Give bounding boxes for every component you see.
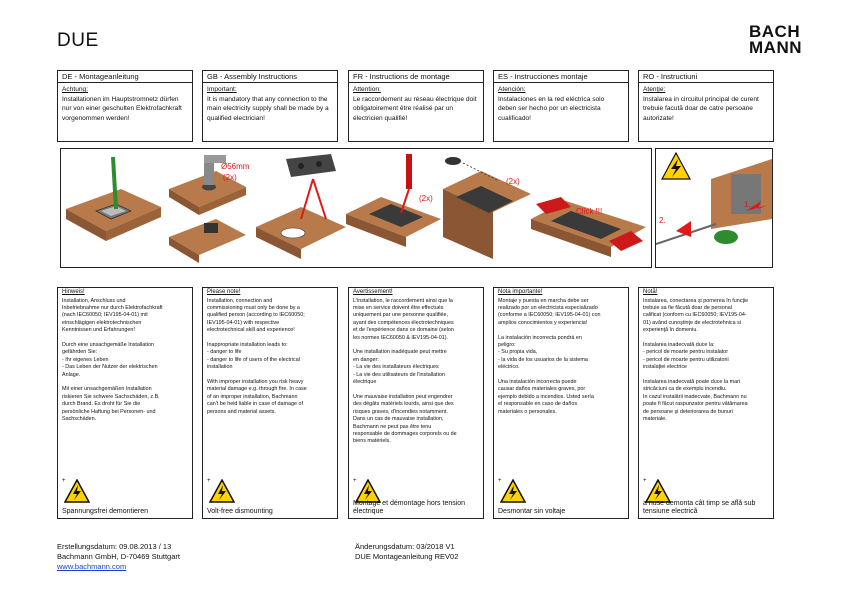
instruction-heading: FR - Instructions de montage	[349, 71, 483, 83]
instruction-heading: GB - Assembly Instructions	[203, 71, 337, 83]
note-caption: Volt-free dismounting	[207, 508, 273, 515]
instruction-box-fr	[348, 70, 484, 142]
note-text: Installation, Anschluss und Inbetriebnahme nur durch Elektrofachkraft (nach IEC60050; IEV195-04-01) mit einschlägigen elektrotechnischen Kenntnissen und Erfahrungen! Durch eine unsachgemäße Installation gefährden Sie: - Ihr eigenes Leben - Das Leben der Nutzer der elektrischen Anlage. Mit einer unsachgemäßen Installation riskieren Sie schwere Sachschäden, z.B. durch Brand. Es droht für Sie die persönliche Haftung bei Personen- und Sachschäden.	[62, 297, 163, 423]
note-caption: Montage et démontage hors tension électrique	[353, 500, 466, 515]
diameter-label: Ø56mm	[221, 162, 250, 171]
count-label-c: (2x)	[506, 177, 520, 186]
note-text: L'installation, le raccordement ainsi que la mise en service doivent être effectués uniquement par une personne qualifiée, ayant des compétences électrotechniques et de l'expérience dans ce domaine (selon les normes IEC60050 & IEV195-04-01). Une installation inadéquate peut mettre en danger: - La vie des installateurs électriques - La vie des utilisateurs de l'installation électrique Une mauvaise installation peut engendrer des dégâts matériels lourds, ainsi que des risques graves, d'incendies notamment. Dans un cas de mauvaise installation, Bachmann ne peut pas être tenu responsable de dommages corporels ou de biens matériels.	[353, 297, 457, 445]
note-caption: a nuse demonta cât timp se află sub tensiune electrică	[643, 500, 756, 515]
click-label: Click !!!	[576, 207, 603, 216]
note-caption: Desmontar sin voltaje	[498, 508, 566, 515]
instruction-label: Important:	[207, 86, 237, 93]
instruction-label: Attention:	[353, 86, 381, 93]
document-name: DUE Montageanleitung REV02	[355, 552, 459, 561]
instruction-text: Instalaciones en la red eléctrica solo deben ser hecho por un electricista cualificado!	[498, 95, 605, 122]
note-caption: Spannungsfrei demontieren	[62, 508, 149, 515]
high-voltage-warning-icon	[500, 479, 526, 503]
change-date: Änderungsdatum: 03/2018 V1	[355, 542, 455, 551]
step2-label: 2.	[659, 216, 666, 225]
note-text: Instalarea, conectarea şi pornerea în funcţie trebuie sa fie făcută doar de personal calificat (conform cu IEC60050; IEV195-04- 01) având cunoştinţe de electrotehnica si experienţă în domeniu. Instalarea inadecvată duce la: - pericol de moarte pentru instalator - pericol de moarte pentru utilizatorii instalaţiei electrice Instalarea inadecvată poate duce la mari stricăciuni ca de exemplu incendiu. In cazul instalării inadecvate, Bachmann nu poate fi făcut raspunzator pentru vătămarea de persoane şi deteriorarea de bunuri materiale.	[643, 297, 749, 423]
instruction-heading: RO - Instructiuni	[639, 71, 773, 83]
note-heading: Notă!	[643, 289, 658, 295]
step-click-illustration	[531, 197, 646, 257]
count-label-a: (2x)	[223, 173, 237, 182]
instruction-text: Instalarea in circuitul principal de curent trebuie facută doar de catre persoane autorizate!	[643, 95, 759, 122]
step-cutout-illustration	[256, 154, 346, 259]
note-column-ro: Notă! Instalarea, conectarea şi pornerea în funcţie trebuie sa fie făcută doar de personal calificat (conform cu IEC60050; IEV195-04- 01) având cunoştinţe de electrotehnica si experienţă în domeniu. Instalarea inadecvată duce la: - pericol de moarte pentru instalator - pericol de moarte pentru utilizatorii instalaţiei electrice Instalarea inadecvată poate duce la mari stricăciuni ca de exemplu incendiu. In cazul instalării inadecvate, Bachmann nu poate fi făcut raspunzator pentru vătămarea de persoane şi deteriorarea de bunuri materiale. + a nuse demonta cât timp se află sub tensiune electrică	[638, 287, 774, 519]
step-insert-illustration	[443, 157, 531, 259]
assembly-steps-drawing	[61, 149, 651, 267]
creation-date: Erstellungsdatum: 09.08.2013 / 13	[57, 542, 172, 551]
note-heading: Please note!	[207, 289, 241, 295]
step-marking-illustration	[66, 157, 161, 241]
high-voltage-warning-icon	[209, 479, 235, 503]
product-title: DUE	[57, 30, 99, 51]
instruction-label: Achtung:	[62, 86, 89, 93]
assembly-illustrations	[60, 148, 652, 268]
company-address: Bachmann GmbH, D-70469 Stuttgart	[57, 552, 180, 561]
instruction-text: It is mandatory that any connection to the main electricity supply shall be made by a qualified electrician!	[207, 95, 329, 122]
disconnect-illustration	[655, 148, 773, 268]
instruction-heading: ES - Instrucciones montaje	[494, 71, 628, 83]
instruction-box-ro	[638, 70, 774, 142]
instruction-text: Installationen im Hauptstromnetz dürfen nur von einer geschulten Elektrofachkraft vorgenommen werden!	[62, 95, 182, 122]
note-column-de: Hinweis! Installation, Anschluss und Inbetriebnahme nur durch Elektrofachkraft (nach IEC60050; IEV195-04-01) mit einschlägigen elektrotechnischen Kenntnissen und Erfahrungen! Durch eine unsachgemäße Installation gefährden Sie: - Ihr eigenes Leben - Das Leben der Nutzer der elektrischen Anlage. Mit einer unsachgemäßen Installation riskieren Sie schwere Sachschäden, z.B. durch Brand. Es droht für Sie die persönliche Haftung bei Personen- und Sachschäden. + Spannungsfrei demontieren	[57, 287, 193, 519]
note-heading: Nota importante!	[498, 289, 543, 295]
note-heading: Hinweis!	[62, 289, 85, 295]
step1-label: 1.	[744, 200, 751, 209]
bachmann-logo	[749, 24, 802, 56]
instruction-text: Le raccordement au réseau électrique doit obligatoirement être réalisé par un électricien qualifié!	[353, 95, 477, 122]
website-link[interactable]: www.bachmann.com	[57, 562, 127, 571]
disconnect-drawing	[656, 149, 772, 267]
instruction-label: Atenţie:	[643, 86, 666, 93]
high-voltage-warning-icon	[64, 479, 90, 503]
instruction-label: Atención:	[498, 86, 526, 93]
logo-line-1: BACH	[749, 22, 801, 41]
instruction-box-es	[493, 70, 629, 142]
step-drilling-illustration	[169, 155, 250, 263]
note-heading: Avertissement!	[353, 289, 393, 295]
instruction-box-gb	[202, 70, 338, 142]
note-column-es: Nota importante! Montaje y puesta en marcha debe ser realizado por un electricista especializado (conforme a IEC60050; IEV195-04-01) con amplios conocimientos y experiencia! La instalación incorrecta pondrá en peligro: - Su propia vida, - la vida de los usuarios de la sistema eléctrico. Una instalación incorrecta puede causar daños materiales graves, por ejemplo debido a incendios. Usted sería el responsable en caso de daños materiales o personales. + Desmontar sin voltaje	[493, 287, 629, 519]
count-label-b: (2x)	[419, 194, 433, 203]
instruction-heading: DE - Montageanleitung	[58, 71, 192, 83]
note-column-gb: Please note! Installation, connection and commissioning must only be done by a qualified person (according to IEC60050; IEV195-04-01) with respective electrotechnical skill and experience! Inappropriate installation leads to: - danger to life - danger to life of users of the electrical installation With improper installation you risk heavy material damage e.g. through fire. In case of an improper installation, Bachmann can't be held liable in case of damage of persons and material assets. + Volt-free dismounting	[202, 287, 338, 519]
note-text: Installation, connection and commissioning must only be done by a qualified person (according to IEC60050; IEV195-04-01) with respective electrotechnical skill and experience! Inappropriate installation leads to: - danger to life - danger to life of users of the electrical installation With improper installation you risk heavy material damage e.g. through fire. In case of an improper installation, Bachmann can't be held liable in case of damage of persons and material assets.	[207, 297, 307, 415]
note-text: Montaje y puesta en marcha debe ser realizado por un electricista especializado (conforme a IEC60050; IEV195-04-01) con amplios conocimientos y experiencia! La instalación incorrecta pondrá en peligro: - Su propia vida, - la vida de los usuarios de la sistema eléctrico. Una instalación incorrecta puede causar daños materiales graves, por ejemplo debido a incendios. Usted sería el responsable en caso de daños materiales o personales.	[498, 297, 601, 415]
logo-line-2: MANN	[749, 38, 802, 57]
footer-left	[57, 542, 180, 572]
note-column-fr: Avertissement! L'installation, le raccordement ainsi que la mise en service doivent être effectués uniquement par une personne qualifiée, ayant des compétences électrotechniques et de l'expérience dans ce domaine (selon les normes IEC60050 & IEV195-04-01). Une installation inadéquate peut mettre en danger: - La vie des installateurs électriques - La vie des utilisateurs de l'installation électrique Une mauvaise installation peut engendrer des dégâts matériels lourds, ainsi que des risques graves, d'incendies notamment. Dans un cas de mauvaise installation, Bachmann ne peut pas être tenu responsable de dommages corporels ou de biens matériels. + Montage et démontage hors tension électrique	[348, 287, 484, 519]
instruction-box-de	[57, 70, 193, 142]
footer-right	[355, 542, 458, 562]
step-screw-illustration	[346, 154, 441, 247]
